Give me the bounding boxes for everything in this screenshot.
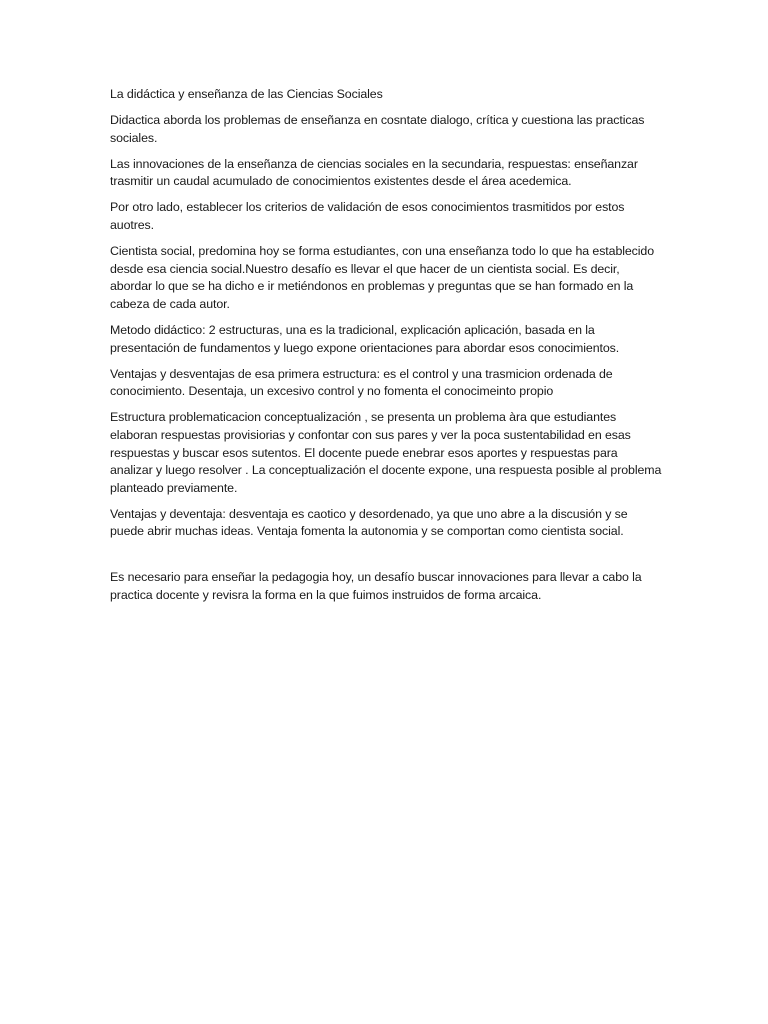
document-title: La didáctica y enseñanza de las Ciencias Sociales: [110, 87, 383, 101]
paragraph-ventajas-primera: Ventajas y desventajas de esa primera estructura: es el control y una trasmicion ordenada de conocimiento. Desentaja, un excesivo control y no fomenta el conocimeinto propio: [110, 366, 613, 399]
paragraph-metodo-didactico: Metodo didáctico: 2 estructuras, una es la tradicional, explicación aplicación, basada en la presentación de fundamentos y luego expone orientaciones para abordar esos conocimientos.: [110, 323, 620, 355]
paragraph-estructura-problematizacion: Estructura problematicacion conceptualización , se presenta un problema àra que estudiantes elaboran respuestas provisiorias y confontar con sus pares y ver la poca sustentabilidad en esas respuestas y buscar esos sutentos. El docente puede enebrar esos aportes y respuestas para analizar y luego resolver . La conceptualización el docente expone, una respuesta posible al problema planteado previamente.: [110, 410, 662, 495]
paragraph-innovaciones: Las innovaciones de la enseñanza de ciencias sociales en la secundaria, respuestas: enseñanzar trasmitir un caudal acumulado de conocimientos existentes desde el área acedemica.: [110, 156, 638, 189]
paragraph-cientista-social: Cientista social, predomina hoy se forma estudiantes, con una enseñanza todo lo que ha establecido desde esa ciencia social.Nuestro desafío es llevar el que hacer de un cientista social. Es decir, abordar lo que se ha dicho e ir metiéndonos en problemas y preguntas que se han formado en la cabeza de cada autor.: [110, 244, 655, 311]
document-body: [110, 86, 662, 613]
paragraph-didactica: Didactica aborda los problemas de enseñanza en cosntate dialogo, crítica y cuestiona las practicas sociales.: [110, 113, 645, 145]
paragraph-conclusion: Es necesario para enseñar la pedagogia hoy, un desafío buscar innovaciones para llevar a cabo la practica docente y revisra la forma en la que fuimos instruidos de forma arcaica.: [110, 570, 642, 602]
paragraph-ventajas-segunda: Ventajas y deventaja: desventaja es caotico y desordenado, ya que uno abre a la discusión y se puede abrir muchas ideas. Ventaja fomenta la autonomia y se comportan como cientista social.: [110, 506, 628, 539]
paragraph-criterios: Por otro lado, establecer los criterios de validación de esos conocimientos trasmitidos por estos auotres.: [110, 200, 625, 233]
